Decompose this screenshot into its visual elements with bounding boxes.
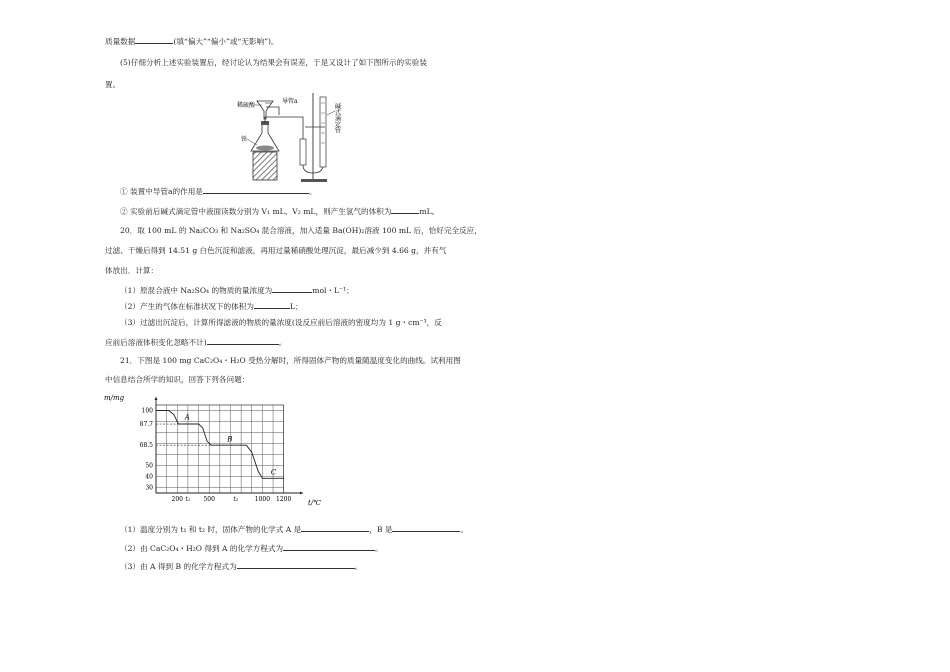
- x-tick-label: 200: [171, 496, 184, 503]
- answer-blank[interactable]: [237, 561, 355, 569]
- x-tick-label: 500: [203, 496, 215, 503]
- funnel-shape: [257, 101, 273, 119]
- x-marker-label: t₁: [185, 496, 191, 503]
- q-prev-text: (填“偏大”“偏小”或“无影响”)。: [173, 37, 279, 46]
- x-axis-arrow: [300, 492, 303, 495]
- chart-ticks: [140, 408, 292, 504]
- y-axis-label: m/mg: [104, 394, 125, 402]
- answer-blank[interactable]: [391, 206, 419, 214]
- y-tick-label: 30: [145, 484, 153, 492]
- q21-part2: [120, 543, 383, 554]
- q20-text: （1）原混合液中 Na₂SO₄ 的物质的量浓度为: [120, 286, 273, 295]
- x-axis-label: t/℃: [308, 499, 322, 507]
- q-prev-text: 质量数据: [105, 37, 136, 46]
- q20-text: mol・L⁻¹；: [312, 286, 354, 295]
- label-acid: 稀硫酸: [237, 102, 256, 109]
- q-prev-sub2: [120, 206, 439, 217]
- answer-blank[interactable]: [135, 36, 173, 44]
- q-prev-part5-cont: 置。: [105, 80, 121, 89]
- curve-annotation: B: [227, 435, 233, 444]
- q20-line2: 过滤、干燥后得到 14.51 g 白色沉淀和滤液，再用过量稀硝酸处理沉淀，最后减少到 4.66 g，并有气: [105, 246, 447, 255]
- mass-temperature-chart: [104, 393, 334, 511]
- x-tick-label: 1200: [276, 496, 292, 503]
- q21-part3: [120, 561, 362, 572]
- curve-annotation: A: [184, 413, 190, 422]
- iron-shape: [256, 146, 274, 151]
- q20-line3: 体放出．计算：: [105, 266, 159, 275]
- q21-text: （2）由 CaC₂O₄・H₂O 得到 A 的化学方程式为: [120, 544, 284, 553]
- answer-blank-b[interactable]: [392, 524, 460, 532]
- x-marker-label: t₂: [233, 496, 239, 503]
- y-axis-arrow: [155, 397, 158, 400]
- x-tick-label: 1000: [254, 496, 271, 503]
- q-prev-text: ② 实验前后碱式滴定管中液面读数分别为 V₁ mL、V₂ mL，则产生氢气的体积为: [120, 207, 392, 216]
- q20-text: （2）产生的气体在标准状况下的体积为: [120, 302, 254, 311]
- q20-text: L；: [289, 302, 303, 311]
- q20-line1: 20．取 100 mL 的 Na₂CO₃ 和 Na₂SO₄ 混合溶液，加入适量 Ba(OH)₂溶液 100 mL 后，恰好完全反应，: [120, 226, 482, 235]
- q21-part1: [120, 524, 468, 535]
- q-prev-text: ① 装置中导管a的作用是: [120, 187, 203, 196]
- support-block: [253, 152, 277, 180]
- y-tick-label: 100: [141, 407, 153, 415]
- q21-text: ，B 是: [369, 525, 393, 534]
- q20-part3-cont: [105, 337, 286, 348]
- answer-blank-a[interactable]: [301, 524, 369, 532]
- q21-text: 。: [375, 544, 383, 553]
- answer-blank[interactable]: [272, 285, 312, 293]
- y-tick-label: 87.7: [139, 421, 153, 429]
- answer-blank[interactable]: [254, 301, 290, 309]
- apparatus-figure: [235, 93, 355, 185]
- q21-text: （1）温度分别为 t₁ 和 t₂ 时，固体产物的化学式 A 是: [120, 525, 302, 534]
- q-prev-text: 。: [308, 187, 317, 196]
- q21-text: （3）由 A 得到 B 的化学方程式为: [120, 562, 237, 571]
- curve-annotation: C: [270, 468, 277, 477]
- q21-line1: 21．下图是 100 mg CaC₂O₄・H₂O 受热分解时，所得固体产物的质量随温度变化的曲线。试利用图: [120, 356, 461, 365]
- label-tube-a: 导管a: [282, 98, 298, 105]
- y-tick-label: 50: [145, 462, 153, 470]
- q20-text: 应前后溶液体积变化忽略不计): [105, 338, 207, 347]
- answer-blank[interactable]: [203, 186, 309, 194]
- y-tick-label: 68.5: [139, 442, 153, 450]
- label-iron: 铁: [241, 136, 248, 143]
- gas-tube-left: [300, 139, 306, 165]
- chart-axes: [155, 397, 304, 495]
- q21-text: 。: [460, 525, 469, 534]
- delivery-tube-shape: [265, 117, 303, 139]
- q20-part3: （3）过滤出沉淀后，计算所得滤液的物质的量浓度(设反应前后溶液的密度均为 1 g・cm⁻³，反: [120, 318, 442, 327]
- q20-text: 。: [278, 338, 287, 347]
- q-prev-text: mL。: [419, 207, 440, 216]
- q21-text: 。: [354, 562, 363, 571]
- q20-part1: [120, 285, 354, 296]
- answer-blank[interactable]: [207, 337, 279, 345]
- stand-base: [301, 179, 327, 182]
- label-burette: 碱式滴定管: [333, 103, 341, 133]
- q-prev-sub1: [120, 186, 316, 197]
- answer-blank[interactable]: [283, 543, 375, 551]
- q20-part2: [120, 301, 303, 312]
- y-tick-label: 40: [145, 473, 153, 481]
- burette-shape: [320, 97, 326, 167]
- q-prev-line1: [105, 36, 279, 47]
- q-prev-part5: (5)仔细分析上述实验装置后，经讨论认为结果会有误差，于是又设计了如下图所示的实验装: [120, 58, 427, 67]
- q21-line2: 中信息结合所学的知识，回答下列各问题：: [105, 375, 250, 384]
